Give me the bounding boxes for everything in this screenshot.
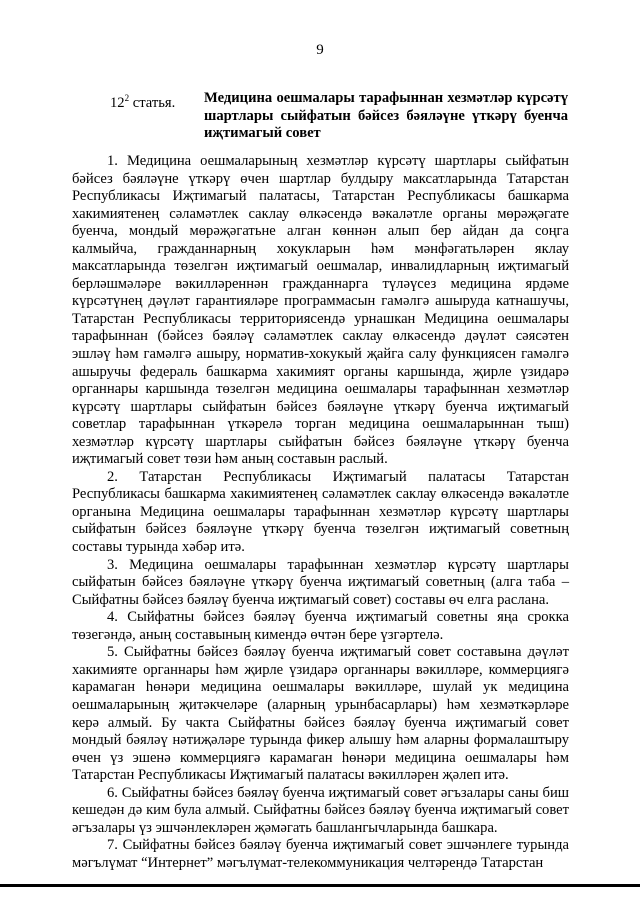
page-bottom-border: [0, 884, 640, 887]
page-number: 9: [316, 42, 324, 58]
paragraph-7: 7. Сыйфатны бәйсез бәяләү буенча иҗтимагый совет эшчәнлеге турында мәгълүмат “Интернет” мәгълүмат-телекоммуникация челтәрендә Татарстан: [72, 837, 569, 871]
article-title: Медицина оешмалары тарафыннан хезмәтләр күрсәтү шартлары сыйфатын бәйсез бәяләүне үткәрү буенча иҗтимагый совет: [204, 90, 568, 141]
article-label: статья.: [132, 94, 176, 111]
paragraph-3: 3. Медицина оешмалары тарафыннан хезмәтләр күрсәтү шартлары сыйфатын бәйсез бәяләүне үткәрү буенча иҗтимагый советның (алга таба – Сыйфатны бәйсез бәяләү буенча иҗтимагый совет) составы өч елга раслана.: [72, 556, 569, 608]
article-number-sup: 2: [124, 93, 130, 103]
paragraph-5: 5. Сыйфатны бәйсез бәяләү буенча иҗтимагый совет составына дәүләт хакимияте органнары һәм җирле үзидарә органнары вәкилләре, коммерциягә карамаган һөнәри медицина оешмалары вәкилләре, шулай ук медицина оешмаларының җитәкчеләре (аларның урынбасарлары) һәм хезмәткәрләре керә алмый. Бу чакта Сыйфатны бәйсез бәяләү буенча иҗтимагый совет мондый бәяләү нәтиҗәләре турында фикер алышу һәм аларны формалаштыру өчен үз эшенә коммерциягә карамаган һөнәри медицина оешмалары һәм Татарстан Республикасы Иҗтимагый палатасы вәкилләрен җәлеп итә.: [72, 644, 569, 784]
paragraph-4: 4. Сыйфатны бәйсез бәяләү буенча иҗтимагый советны яңа срокка төзегәндә, аның составының кимендә өчтән бере үзгәртелә.: [72, 609, 569, 643]
article-number: [110, 90, 204, 143]
paragraph-1: 1. Медицина оешмаларының хезмәтләр күрсәтү шартлары сыйфатын бәйсез бәяләүне үткәрү өчен шартлар булдыру максатларында Татарстан Республикасы Иҗтимагый палатасы, Татарстан Республикасы башкарма хакимиятенең сәламәтлек саклау өлкәсендә вәкаләтле органы мөрәҗәгате буенча, мондый мөрәҗәгатьне алган көннән алып бер айдан да соңга калмыйча, гражданнарның хокукларын һәм мәнфәгатьләрен яклау максатларында төзелгән иҗтимагый оешмалар, инвалидларның иҗтимагый берләшмәләре вәкилләреннән гражданнарга түләүсез медицина ярдәме күрсәтүнең дәүләт гарантияләре программасын гамәлгә ашыруда катнашучы, Татарстан Республикасы территориясендә урнашкан Медицина оешмалары тарафыннан (бәйсез бәяләү сәламәтлек саклау өлкәсендә дәүләт сәясәтен эшләү һәм гамәлгә ашыру, норматив-хокукый җайга салу функциясен гамәлгә ашыручы федераль башкарма хакимият органы каршында, җирле үзидарә органнары каршында төзелгән медицина оешмалары тарафыннан хезмәтләр күрсәтү шартлары сыйфатын бәйсез бәяләүне үткәрү буенча иҗтимагый советлар тарафыннан үткәрелә торган медицина оешмаларыннан тыш) хезмәтләр күрсәтү шартлары сыйфатын бәйсез бәяләүне үткәрү буенча иҗтимагый совет төзи һәм аның составын раслый.: [72, 153, 569, 468]
article-number-main: 12: [110, 94, 125, 111]
article-body: [72, 153, 569, 872]
paragraph-6: 6. Сыйфатны бәйсез бәяләү буенча иҗтимагый совет әгъзалары саны биш кешедән дә ким була алмый. Сыйфатны бәйсез бәяләү буенча иҗтимагый совет әгъзалары үз эшчәнлекләрен җәмәгать башлангычларында башкара.: [72, 784, 569, 836]
article-heading: [110, 90, 568, 143]
paragraph-2: 2. Татарстан Республикасы Иҗтимагый палатасы Татарстан Республикасы башкарма хакимиятенең сәламәтлек саклау өлкәсендә вәкаләтле органына Медицина оешмалары тарафыннан хезмәтләр күрсәтү шартлары сыйфатын бәйсез бәяләүне үткәрү буенча төзелгән иҗтимагый советның составы турында хәбәр итә.: [72, 468, 569, 556]
